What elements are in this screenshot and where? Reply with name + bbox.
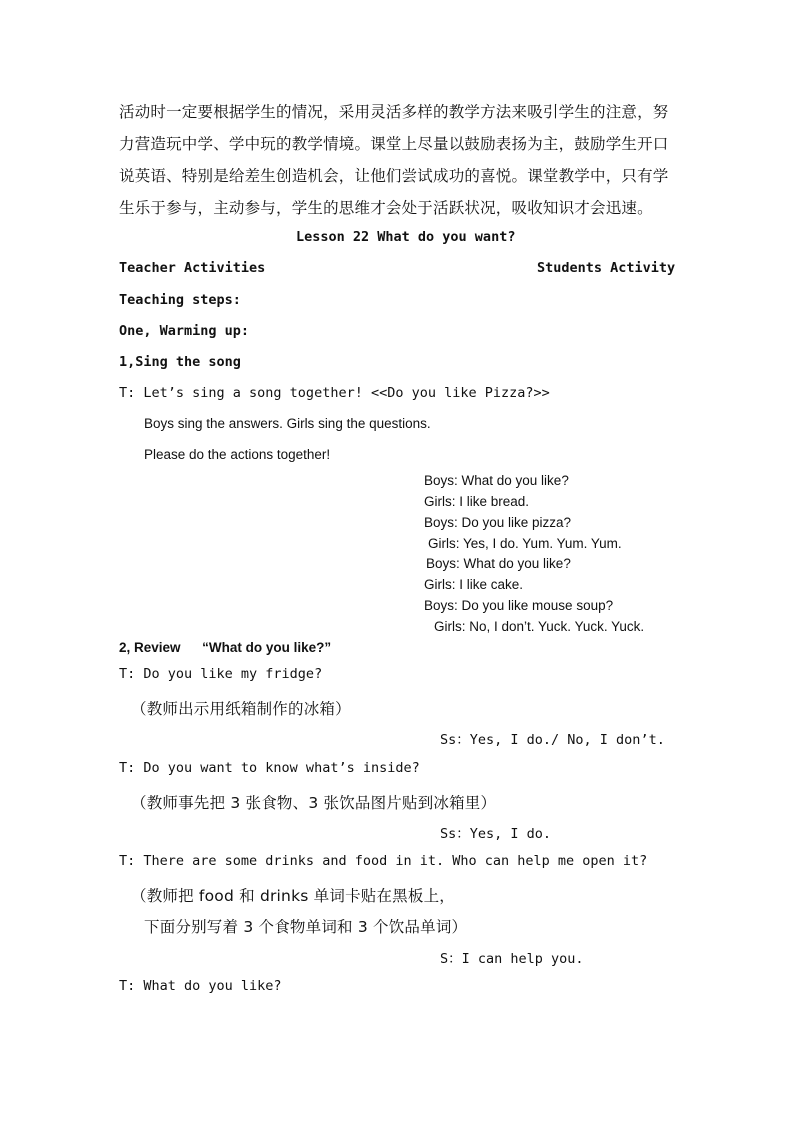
teacher-line-like: T: What do you like? bbox=[119, 978, 282, 994]
teacher-line-sing: T: Let’s sing a song together! <<Do you like Pizza?>> bbox=[119, 385, 550, 401]
students-activity-header: Students Activity bbox=[537, 260, 676, 276]
song-line-5: Boys: What do you like? bbox=[426, 556, 571, 571]
sing-song-heading: 1,Sing the song bbox=[119, 354, 241, 370]
song-line-7: Boys: Do you like mouse soup? bbox=[424, 598, 614, 613]
teaching-steps-heading: Teaching steps: bbox=[119, 292, 241, 308]
instruction-note-1: Boys sing the answers. Girls sing the questions. bbox=[144, 416, 431, 431]
teacher-line-fridge: T: Do you like my fridge? bbox=[119, 666, 323, 682]
warming-up-heading: One, Warming up: bbox=[119, 323, 250, 339]
intro-line-3: 说英语、特别是给差生创造机会，让他们尝试成功的喜悦。课堂教学中，只有学 bbox=[119, 167, 669, 185]
student-answer-help: S：I can help you. bbox=[440, 951, 584, 967]
intro-line-1: 活动时一定要根据学生的情况，采用灵活多样的教学方法来吸引学生的注意，努 bbox=[119, 103, 669, 121]
teacher-note-cards-2: 下面分别写着 3 个食物单词和 3 个饮品单词） bbox=[144, 918, 468, 936]
teacher-note-cards-1: （教师把 food 和 drinks 单词卡贴在黑板上， bbox=[131, 887, 455, 905]
teacher-note-fridge: （教师出示用纸箱制作的冰箱） bbox=[131, 700, 351, 718]
review-heading-number: 2, Review bbox=[119, 640, 181, 655]
intro-line-2: 力营造玩中学、学中玩的教学情境。课堂上尽量以鼓励表扬为主，鼓励学生开口 bbox=[119, 135, 669, 153]
student-answer-fridge: Ss：Yes, I do./ No, I don’t. bbox=[440, 732, 665, 748]
review-heading bbox=[119, 640, 331, 655]
intro-line-4: 生乐于参与，主动参与，学生的思维才会处于活跃状况，吸收知识才会迅速。 bbox=[119, 199, 653, 217]
song-line-6: Girls: I like cake. bbox=[424, 577, 524, 592]
teacher-activities-header: Teacher Activities bbox=[119, 260, 266, 276]
instruction-note-2: Please do the actions together! bbox=[144, 447, 331, 462]
song-line-2: Girls: I like bread. bbox=[424, 494, 530, 509]
song-line-1: Boys: What do you like? bbox=[424, 473, 569, 488]
song-line-4: Girls: Yes, I do. Yum. Yum. Yum. bbox=[428, 536, 622, 551]
lesson-title: Lesson 22 What do you want? bbox=[296, 229, 516, 245]
teacher-line-open: T: There are some drinks and food in it. Who can help me open it? bbox=[119, 853, 648, 869]
teacher-note-pictures: （教师事先把 3 张食物、3 张饮品图片贴到冰箱里） bbox=[131, 794, 497, 812]
teacher-line-inside: T: Do you want to know what’s inside? bbox=[119, 760, 420, 776]
song-line-8: Girls: No, I don’t. Yuck. Yuck. Yuck. bbox=[434, 619, 645, 634]
review-heading-question: “What do you like?” bbox=[202, 640, 332, 655]
song-line-3: Boys: Do you like pizza? bbox=[424, 515, 572, 530]
student-answer-inside: Ss：Yes, I do. bbox=[440, 826, 552, 842]
